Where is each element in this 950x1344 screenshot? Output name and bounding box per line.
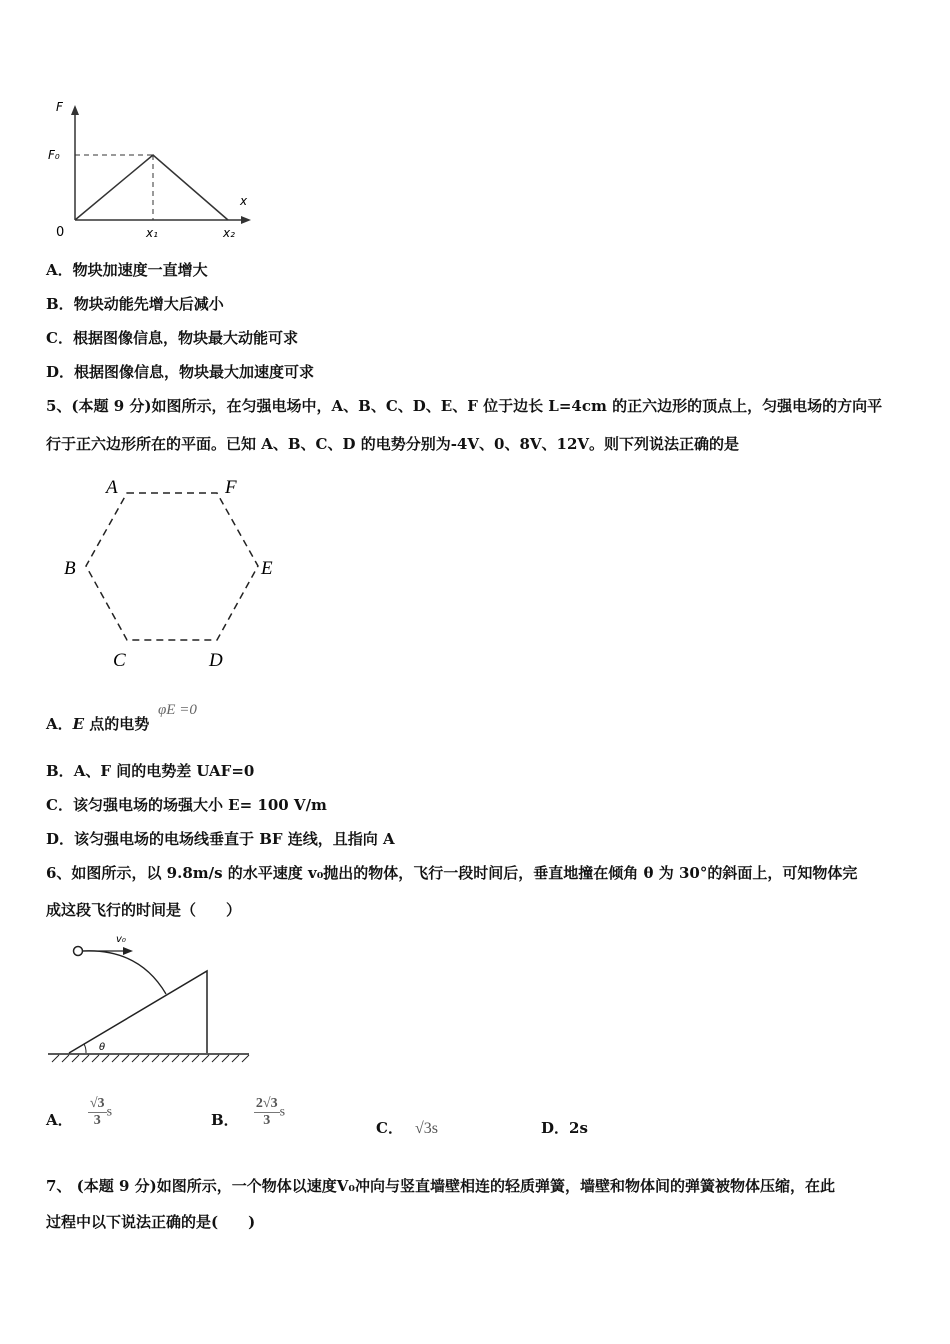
velocity-arrowhead <box>123 947 133 955</box>
hexagon <box>86 493 258 640</box>
vertex-f-label: F <box>225 477 237 498</box>
origin-label: 0 <box>56 225 65 240</box>
velocity-label: v₀ <box>116 934 126 945</box>
q5-option-a-formula: φE =0 <box>158 702 197 718</box>
vertex-e-label: E <box>261 558 273 579</box>
q7-stem-line2: 过程中以下说法正确的是( ) <box>46 1213 256 1231</box>
vertex-d-label: D <box>209 650 223 671</box>
trajectory-curve <box>82 951 166 994</box>
x-axis-arrow <box>241 216 251 224</box>
q4-option-a: A．物块加速度一直增大 <box>46 261 208 279</box>
hexagon-figure <box>55 470 295 680</box>
x-axis-label: x <box>240 194 248 208</box>
q5-option-c: C．该匀强电场的场强大小 E= 100 V/m <box>46 796 327 814</box>
q5-option-b: B．A、F 间的电势差 UAF=0 <box>46 762 255 780</box>
q6-stem-line1: 6、如图所示，以 9.8m/s 的水平速度 v₀抛出的物体，飞行一段时间后，垂直地撞在倾角 θ 为 30°的斜面上，可知物体完 <box>46 864 858 882</box>
projectile-incline-figure <box>44 928 254 1073</box>
y-axis-label: F <box>56 100 63 114</box>
q6-option-a: A． $\frac{√3}{3}$ s <box>46 1096 113 1129</box>
vertex-a-label: A <box>106 477 118 498</box>
q4-option-b: B．物块动能先增大后减小 <box>46 295 224 313</box>
q4-option-d: D．根据图像信息，物块最大加速度可求 <box>46 363 315 381</box>
theta-label: θ <box>99 1042 106 1053</box>
force-curve <box>75 155 228 220</box>
projectile-ball <box>74 947 83 956</box>
q5-option-a: A．E 点的电势 <box>46 715 150 733</box>
angle-arc <box>84 1044 86 1053</box>
q5-option-d: D．该匀强电场的电场线垂直于 BF 连线，且指向 A <box>46 830 395 848</box>
force-displacement-graph <box>40 95 260 245</box>
q5-stem-line1: 5、(本题 9 分)如图所示，在匀强电场中，A、B、C、D、E、F 位于边长 L=4cm 的正六边形的顶点上，匀强电场的方向平 <box>46 397 883 415</box>
q7-stem-line1: 7、 (本题 9 分)如图所示，一个物体以速度V₀冲向与竖直墙壁相连的轻质弹簧，墙壁和物体间的弹簧被物体压缩，在此 <box>46 1177 835 1195</box>
x2-label: x₂ <box>223 226 235 240</box>
vertex-b-label: B <box>64 558 76 579</box>
q6-option-b: B． $\frac{2√3}{3}$ s <box>211 1096 286 1129</box>
q6-stem-line2: 成这段飞行的时间是（ ） <box>46 901 242 919</box>
q6-option-d: D．2s <box>541 1119 588 1137</box>
f0-label: F₀ <box>48 148 60 162</box>
vertex-c-label: C <box>113 650 126 671</box>
ground-hatching <box>52 1055 249 1062</box>
y-axis-arrow <box>71 105 79 115</box>
x1-label: x₁ <box>146 226 158 240</box>
incline <box>69 971 207 1053</box>
q5-stem-line2: 行于正六边形所在的平面。已知 A、B、C、D 的电势分别为-4V、0、8V、12V。则下列说法正确的是 <box>46 435 740 453</box>
q6-option-c: C． √3s <box>376 1119 438 1137</box>
q4-option-c: C．根据图像信息，物块最大动能可求 <box>46 329 298 347</box>
